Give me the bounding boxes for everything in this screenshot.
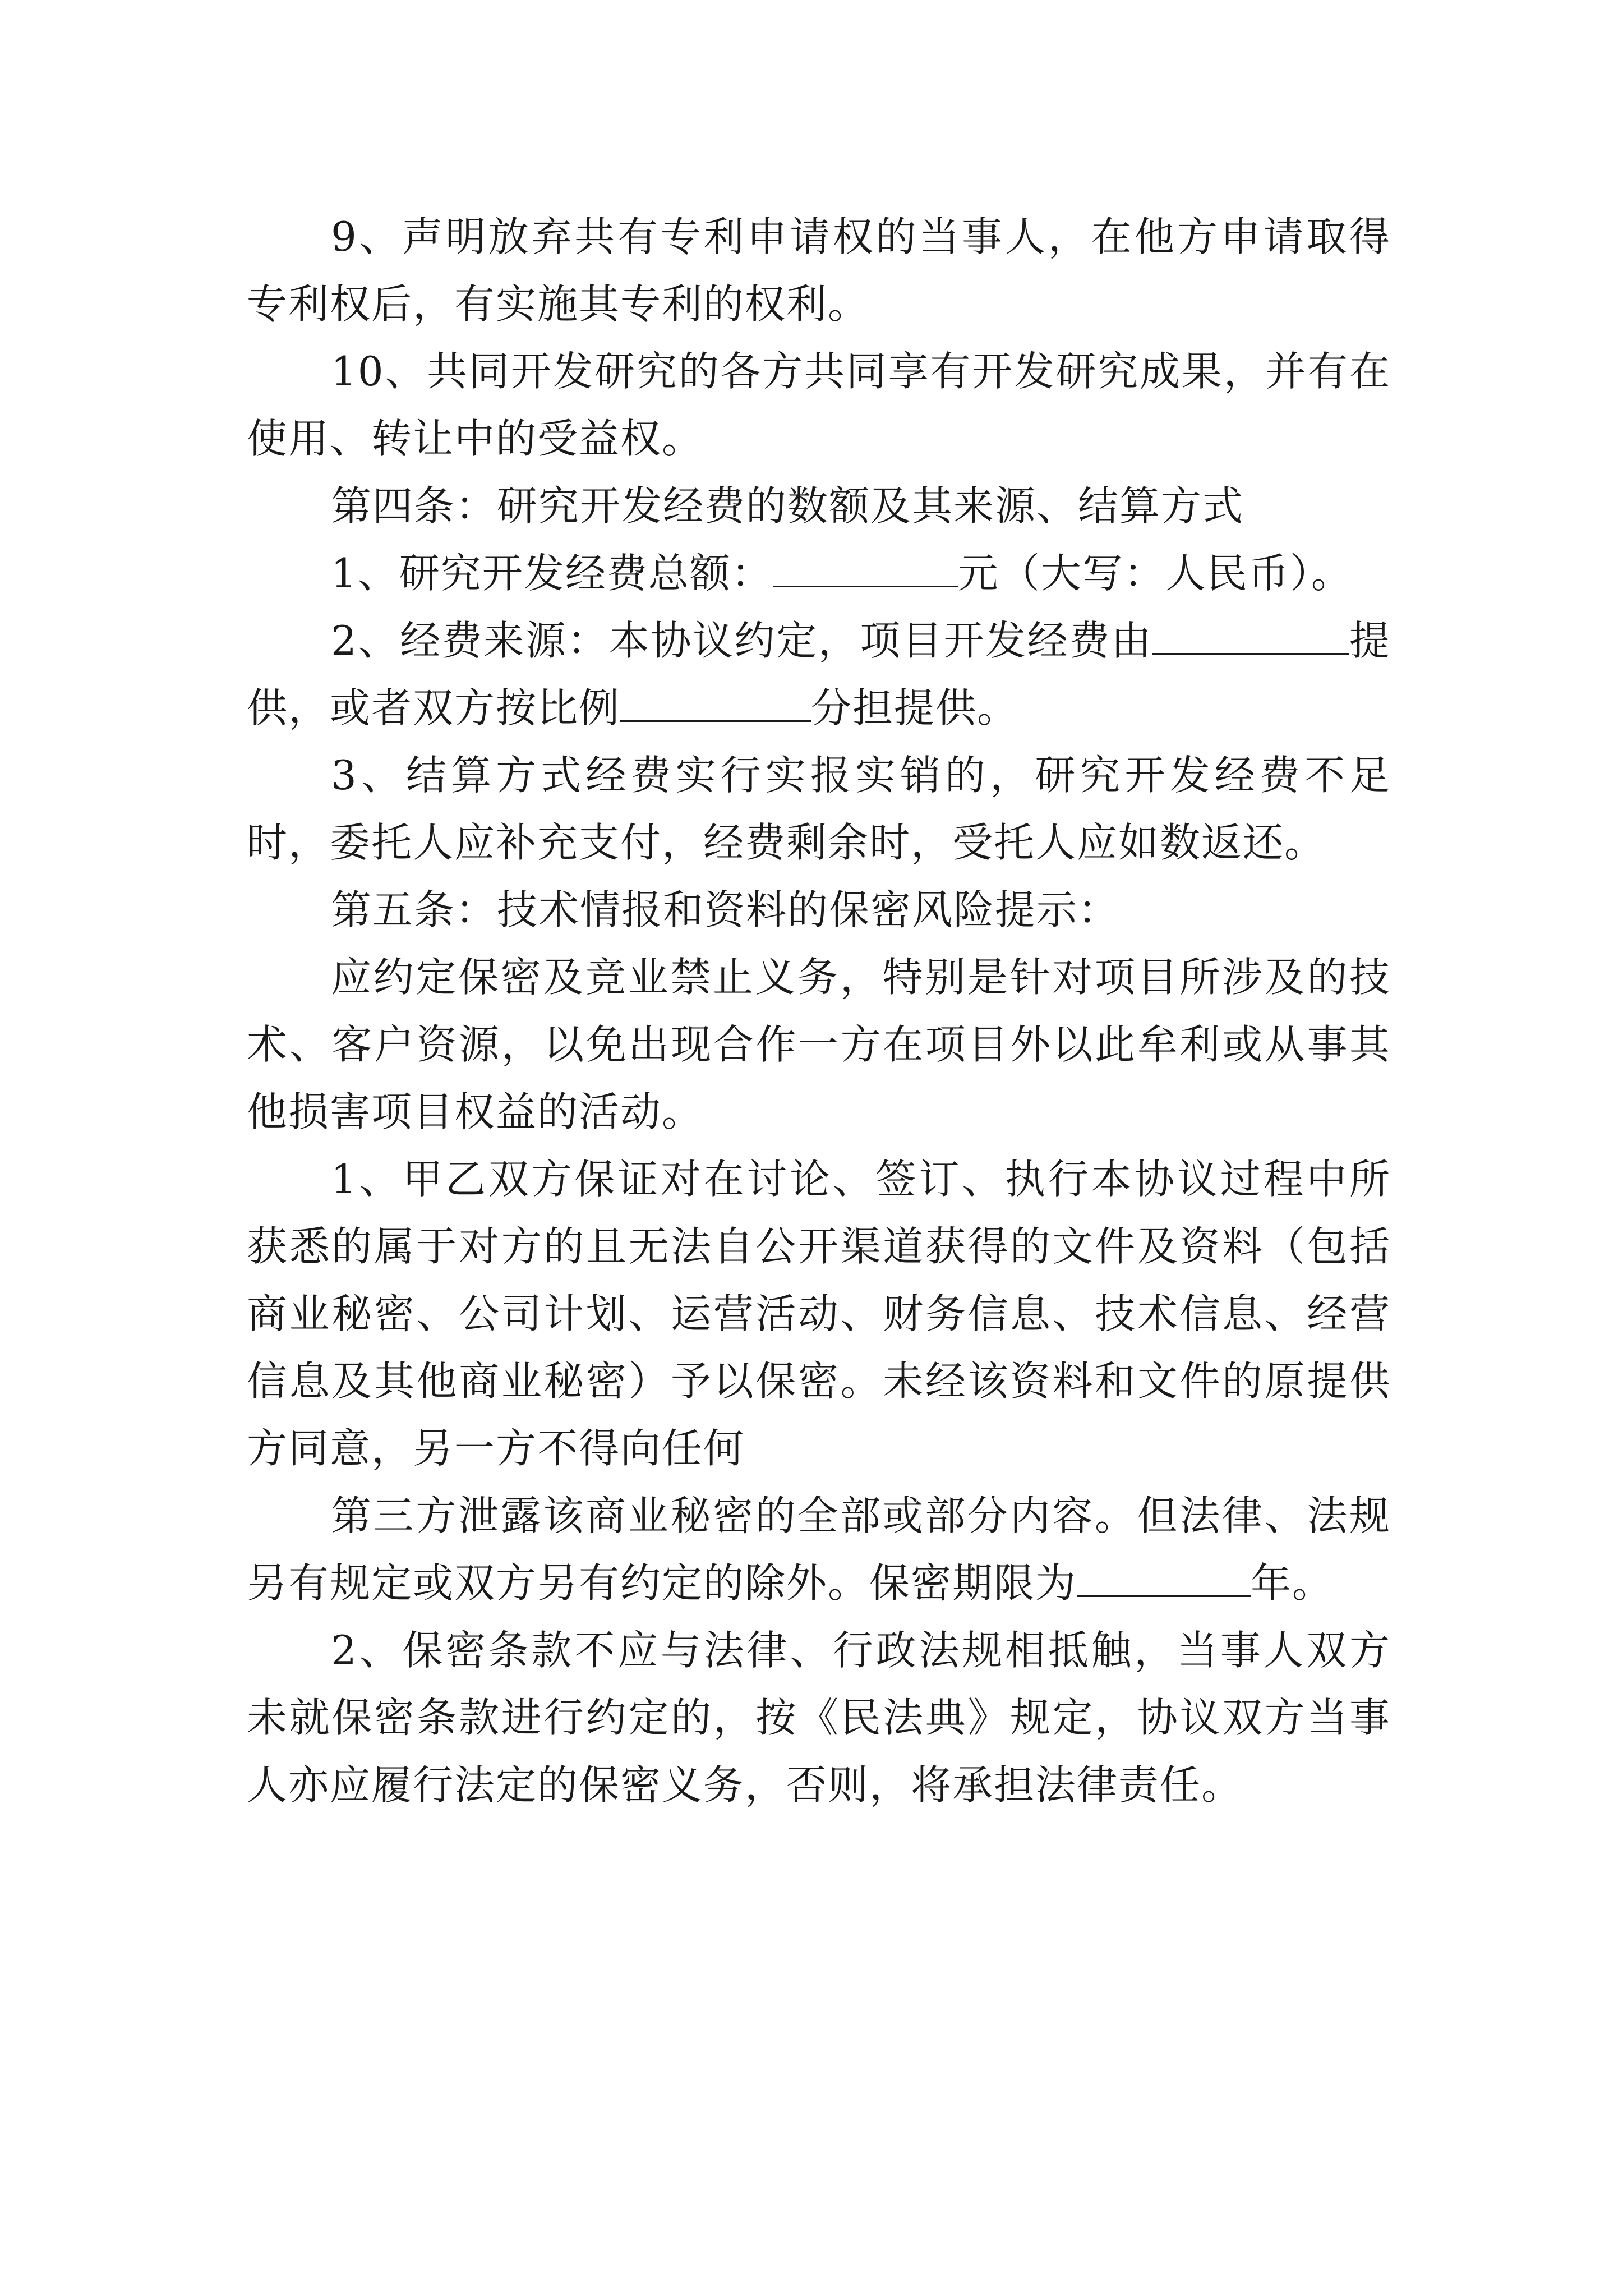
paragraph-item-9: [247, 203, 1391, 338]
paragraph-confidentiality-note: [247, 944, 1391, 1145]
total-amount-blank: [773, 549, 958, 587]
paragraph-text: 2、保密条款不应与法律、行政法规相抵触，当事人双方未就保密条款进行约定的，按《民法典》规定，协议双方当事人亦应履行法定的保密义务，否则，将承担法律责任。: [247, 1627, 1391, 1809]
paragraph-text: 第四条：研究开发经费的数额及其来源、结算方式: [331, 482, 1244, 530]
term-years-blank: [1077, 1558, 1251, 1597]
paragraph-text: 10、共同开发研究的各方共同享有开发研究成果，并有在使用、转让中的受益权。: [247, 348, 1391, 462]
paragraph-text: 分担提供。: [811, 684, 1019, 731]
paragraph-text: 应约定保密及竞业禁止义务，特别是针对项目所涉及的技术、客户资源，以免出现合作一方在项目外以此牟利或从事其他损害项目权益的活动。: [247, 954, 1391, 1135]
paragraph-text: 第五条：技术情报和资料的保密风险提示：: [331, 886, 1120, 933]
paragraph-confidentiality-1: [247, 1145, 1391, 1482]
paragraph-text: 元（大写：人民币）。: [957, 550, 1353, 597]
funding-party-blank: [1152, 616, 1349, 655]
ratio-blank: [620, 683, 811, 722]
document-body: [247, 203, 1391, 1819]
article-5-heading: [247, 876, 1391, 944]
paragraph-text: 提供，或者双方按比例: [247, 617, 1391, 731]
article-4-heading: [247, 472, 1391, 540]
paragraph-confidentiality-2: [247, 1617, 1391, 1819]
paragraph-text: 年。: [1251, 1559, 1334, 1607]
paragraph-text: 1、研究开发经费总额：: [331, 550, 773, 597]
paragraph-text: 1、甲乙双方保证对在讨论、签订、执行本协议过程中所获悉的属于对方的且无法自公开渠道获得的文件及资料（包括商业秘密、公司计划、运营活动、财务信息、技术信息、经营信息及其他商业秘密）予以保密。未经该资料和文件的原提供方同意，另一方不得向任何: [247, 1156, 1391, 1472]
paragraph-text: 3、结算方式经费实行实报实销的，研究开发经费不足时，委托人应补充支付，经费剩余时，受托人应如数返还。: [247, 752, 1391, 866]
paragraph-settlement: [247, 742, 1391, 876]
paragraph-total-funds: [247, 540, 1391, 607]
paragraph-item-10: [247, 338, 1391, 472]
paragraph-text: 2、经费来源：本协议约定，项目开发经费由: [331, 617, 1153, 664]
paragraph-text: 第三方泄露该商业秘密的全部或部分内容。但法律、法规另有规定或双方另有约定的除外。保密期限为: [247, 1492, 1391, 1607]
paragraph-funding-source: [247, 607, 1391, 742]
paragraph-confidentiality-term: [247, 1482, 1391, 1617]
paragraph-text: 9、声明放弃共有专利申请权的当事人，在他方申请取得专利权后，有实施其专利的权利。: [247, 213, 1391, 328]
